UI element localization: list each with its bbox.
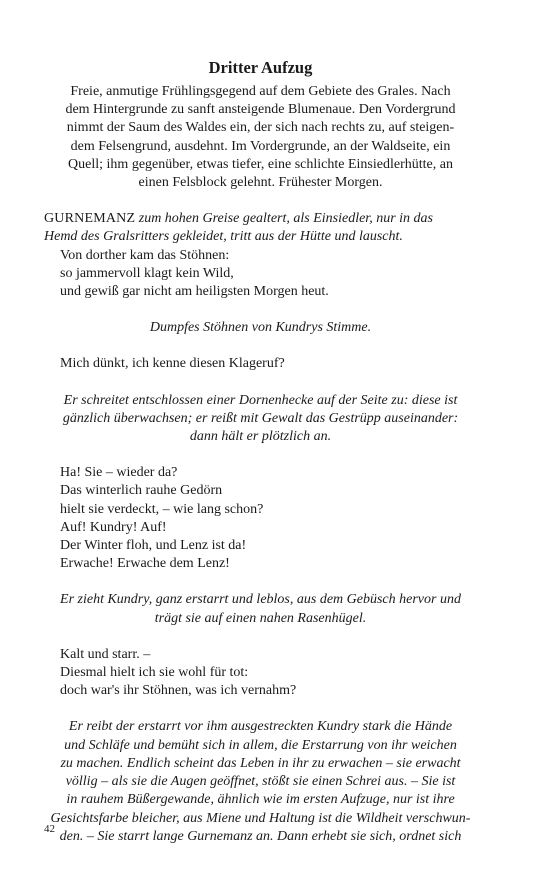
verse-line: Diesmal hielt ich sie wohl für tot: [60,665,249,681]
direction-line: gänzlich überwachsen; er reißt mit Gewalt das Gestrüpp auseinander: [62,410,459,426]
verse-line: Kalt und starr. – [60,646,151,662]
verse-line: Das winterlich rauhe Gedörn [60,483,223,499]
verse-block [44,355,477,373]
direction-line: Er schreitet entschlossen einer Dornenhecke auf der Seite zu: diese ist [63,392,458,408]
gurnemanz-entry [44,210,477,301]
scene-line: Freie, anmutige Frühlingsgegend auf dem Gebiete des Grales. Nach [70,84,451,99]
scene-line: einen Felsblock gelehnt. Frühester Morgen. [138,175,383,191]
stage-direction [44,591,477,627]
verse-line: und gewiß gar nicht am heiligsten Morgen heut. [60,284,329,300]
verse-line: Von dorther kam das Stöhnen: [60,247,230,263]
speaker-direction-cont: Hemd des Gralsritters gekleidet, tritt aus der Hütte und lauscht. [44,229,403,245]
scene-line: dem Hintergrunde zu sanft ansteigende Blumenaue. Den Vordergrund [65,102,456,118]
stage-direction [44,718,477,845]
verse-line: so jammervoll klagt kein Wild, [60,265,234,281]
verse-line: Ha! Sie – wieder da? [60,465,178,481]
direction-line: und Schläfe und bemüht sich in allem, die Erstarrung von ihr weichen [64,737,457,753]
stage-direction [44,392,477,447]
scene-description [44,83,477,192]
verse-block [44,464,477,573]
verse-line: Der Winter floh, und Lenz ist da! [60,538,247,554]
page-body [44,58,477,846]
direction-line: Er zieht Kundry, ganz erstarrt und leblos, aus dem Gebüsch hervor und [60,592,461,608]
verse-line: Auf! Kundry! Auf! [60,519,167,535]
scene-line: dem Felsengrund, ausdehnt. Im Vordergrunde, an der Waldseite, ein [70,138,451,154]
scene-line: nimmt der Saum des Waldes ein, der sich nach rechts zu, auf steigen- [66,120,455,136]
direction-line: Gesichtsfarbe bleicher, aus Miene und Haltung ist die Wildheit verschwun- [50,810,471,826]
verse-line: Erwache! Erwache dem Lenz! [60,556,230,572]
act-title: Dritter Aufzug [208,58,313,77]
direction-line: trägt sie auf einen nahen Rasenhügel. [154,610,367,626]
speaker-name: GURNEMANZ [44,211,136,227]
verse-line: hielt sie verdeckt, – wie lang schon? [60,501,264,517]
direction-line: völlig – als sie die Augen geöffnet, stößt sie einen Schrei aus. – Sie ist [65,774,456,790]
page-number: 42 [44,823,55,835]
verse-line: Mich dünkt, ich kenne diesen Klageruf? [60,356,285,372]
direction-line: den. – Sie starrt lange Gurnemanz an. Dann erhebt sie sich, ordnet sich [59,828,462,844]
direction-line: Er reibt der erstarrt vor ihm ausgestreckten Kundry stark die Hände [68,719,453,735]
verse-block [44,247,477,302]
stage-direction: Dumpfes Stöhnen von Kundrys Stimme. [149,320,372,336]
speaker-line [44,210,477,228]
verse-line: doch war's ihr Stöhnen, was ich vernahm? [60,683,297,699]
scene-line: Quell; ihm gegenüber, etwas tiefer, eine schlichte Einsiedlerhütte, an [68,156,453,172]
direction-line: dann hält er plötzlich an. [189,429,332,445]
speaker-direction: zum hohen Greise gealtert, als Einsiedler, nur in das [135,211,433,227]
verse-block [44,646,477,701]
direction-line: in rauhem Büßergewande, ähnlich wie im ersten Aufzuge, nur ist ihre [66,792,455,808]
direction-line: zu machen. Endlich scheint das Leben in ihr zu erwachen – sie erwacht [60,755,461,771]
